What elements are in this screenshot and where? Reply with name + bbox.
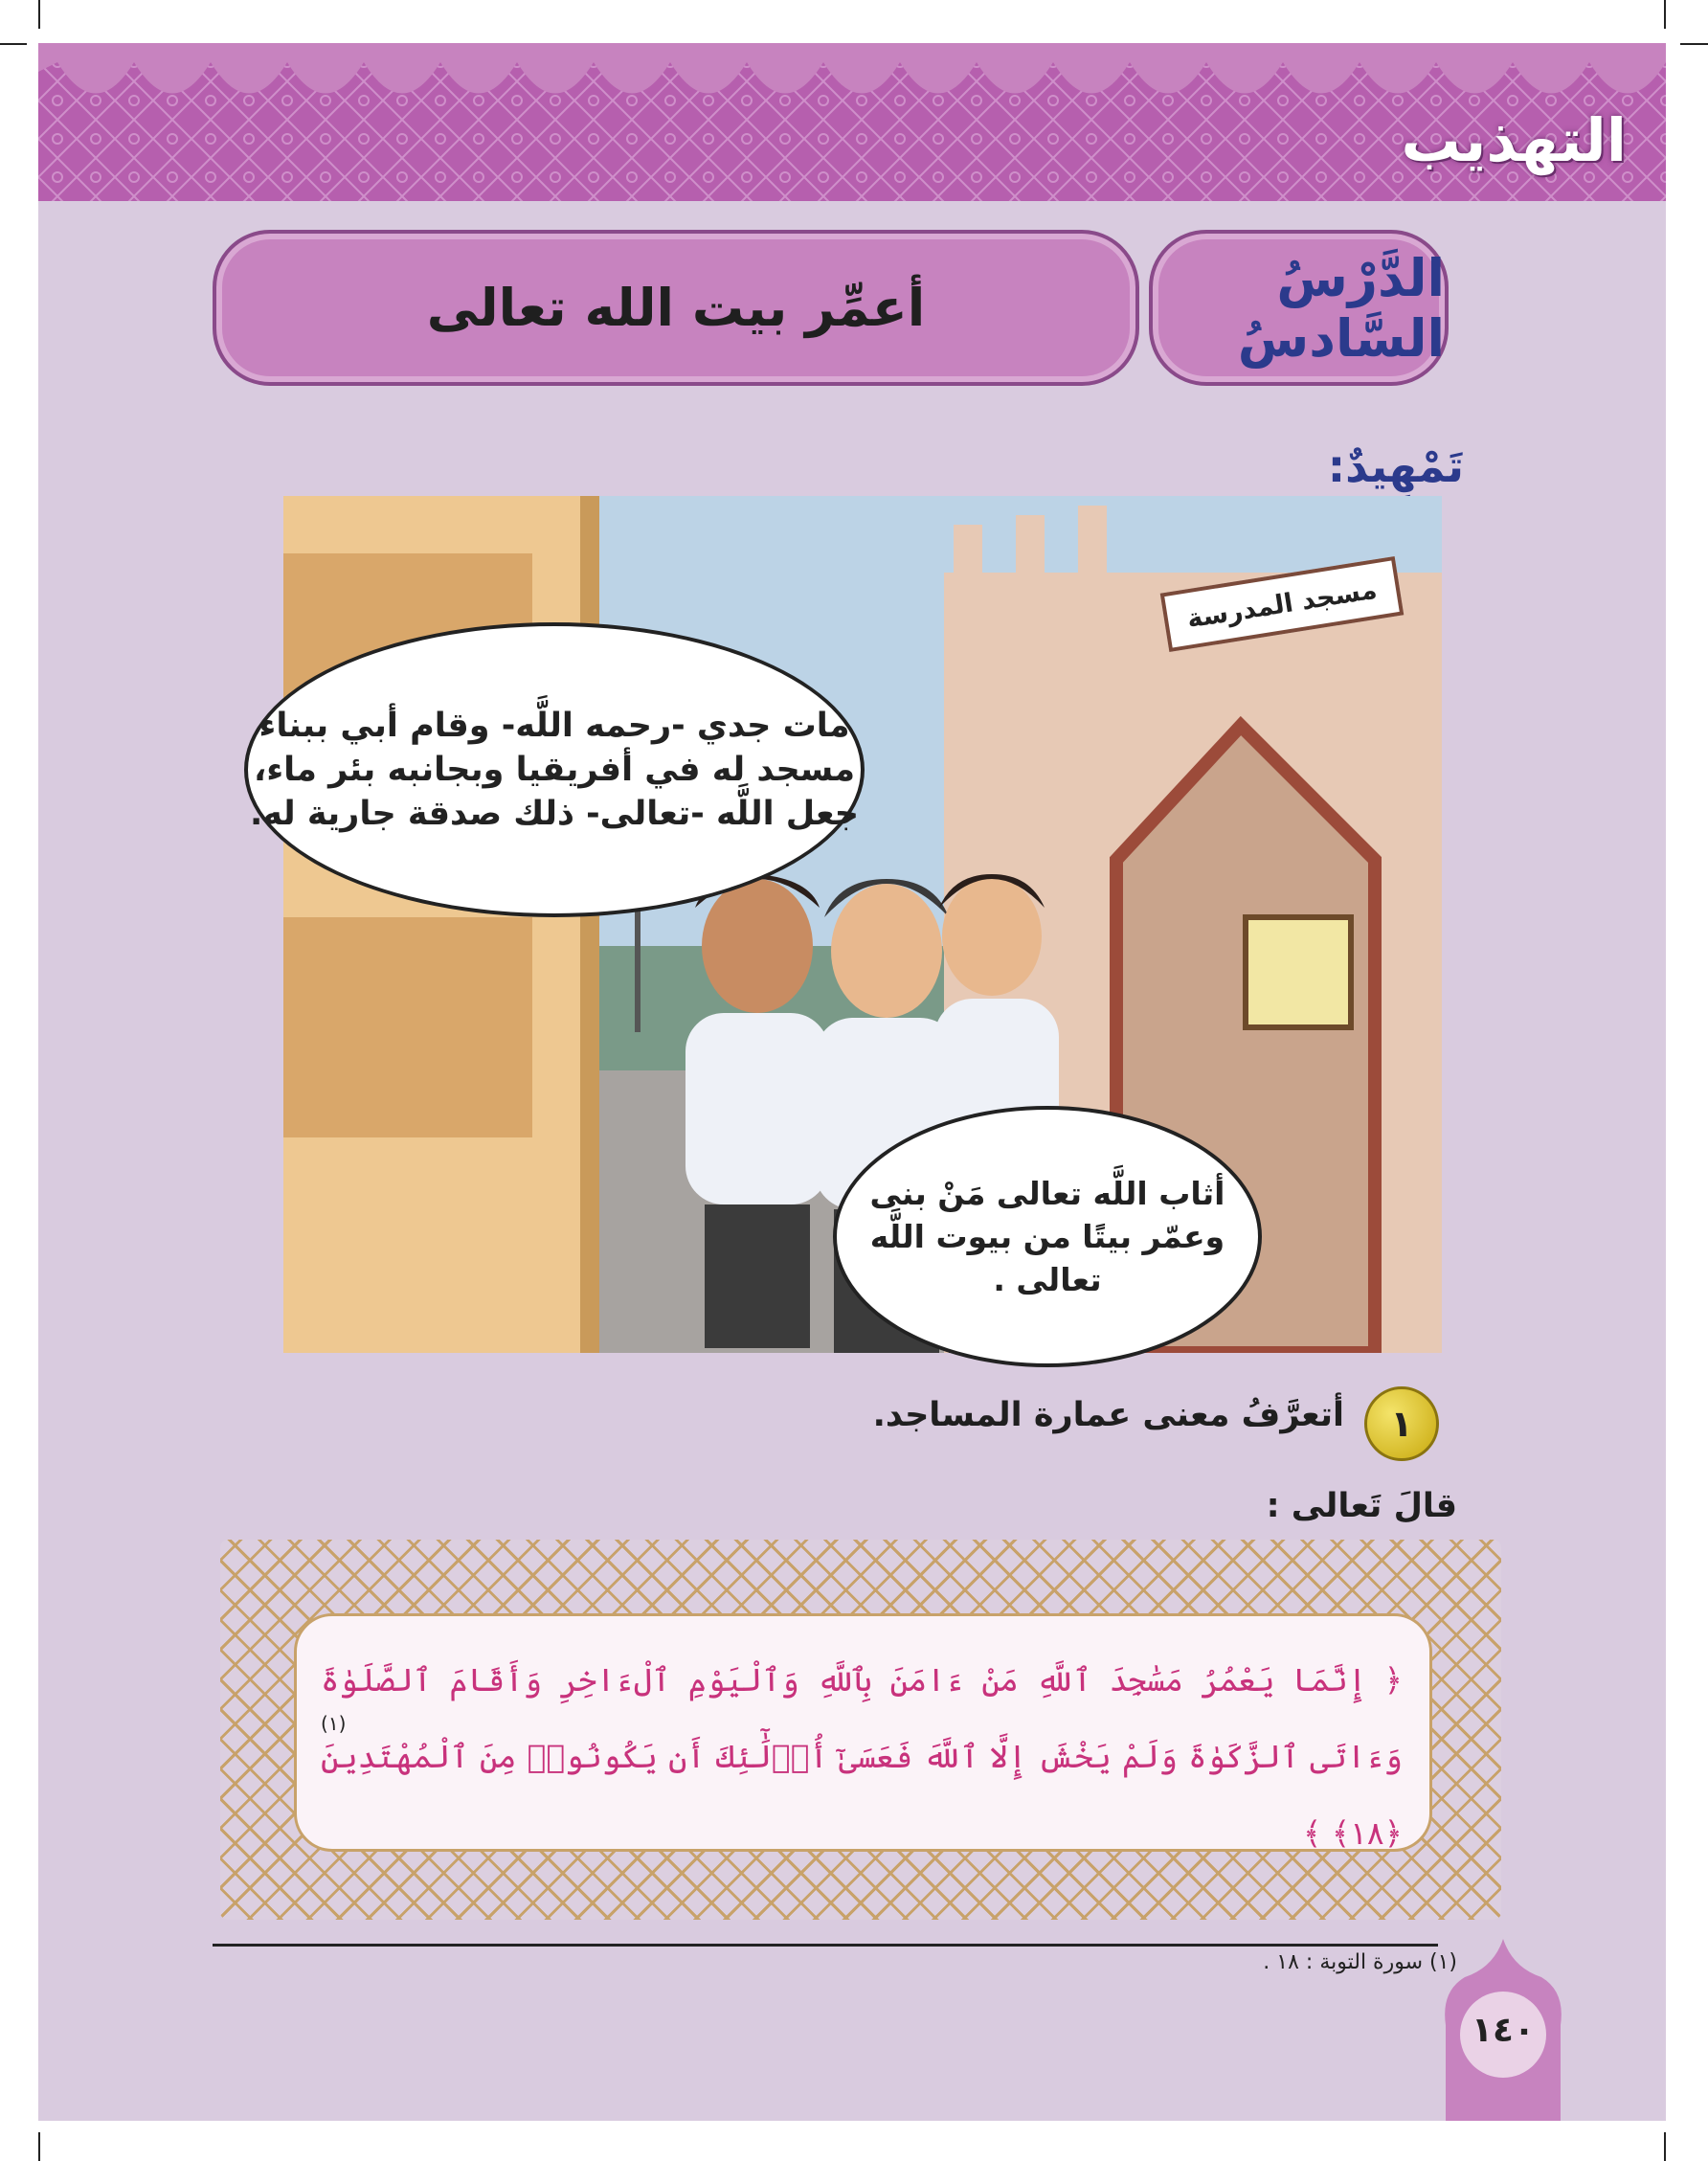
footnote-divider [213,1944,1438,1947]
footnote: (١) سورة التوبة : ١٨ . [1263,1950,1457,1974]
subject-title: التهذيب [1401,105,1627,175]
lesson-title: أعمِّر بيت الله تعالى [213,230,1139,386]
section-number-badge: ١ [1364,1386,1439,1461]
speech-bubble-2: أثاب اللَّه تعالى مَنْ بنى وعمّر بيتًا من بيوت اللَّه تعالى . [833,1106,1262,1367]
mosque-sign: مسجد المدرسة [1160,556,1405,652]
crop-mark [38,0,40,29]
page-number: ١٤٠ [1472,2011,1535,2050]
lesson-number-badge: الدَّرْسُ السَّادسُ [1149,230,1449,386]
quran-verse: ﴿ إِنَّمَا يَعْمُرُ مَسَٰجِدَ ٱللَّهِ مَنْ ءَامَنَ بِٱللَّهِ وَٱلْيَوْمِ ٱلْءَاخِرِ وَأَقَامَ ٱلصَّلَوٰةَ وَءَاتَى ٱلزَّكَوٰةَ وَلَمْ يَخْشَ إِلَّا ٱللَّهَ فَعَسَىٰٓ أُو۟لَٰٓئِكَ أَن يَكُونُوا۟ مِنَ ٱلْمُهْتَدِينَ ﴿١٨﴾ ﴾ [321,1661,1403,1852]
crop-mark [0,43,27,45]
crop-mark [1664,2132,1666,2161]
crop-mark [1680,43,1708,45]
crop-mark [38,2132,40,2161]
verse-footnote-ref: (١) [321,1712,347,1735]
speech-bubble-1: مات جدي -رحمه اللَّه- وقام أبي ببناء مسجد له في أفريقيا وبجانبه بئر ماء، جعل اللَّه -تعالى- ذلك صدقة جارية له. [244,622,865,917]
quote-intro: قالَ تَعالى : [1266,1487,1457,1525]
section-title: أتعرَّفُ معنى عمارة المساجد. [872,1396,1344,1434]
crop-mark [1664,0,1666,29]
intro-heading: تَمْهِيدٌ: [1327,440,1464,492]
